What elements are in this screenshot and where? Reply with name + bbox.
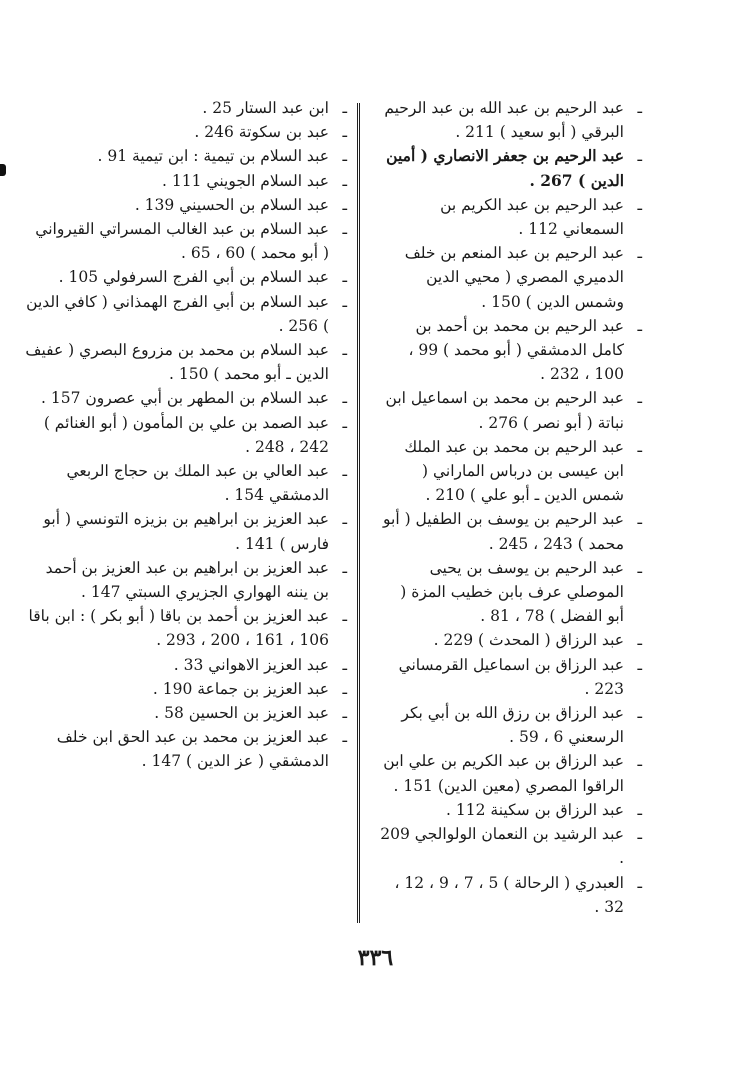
- entry-dash: ـ: [342, 558, 347, 577]
- index-entry: [25, 701, 347, 725]
- entry-text: عبد الرحيم بن عبد الله بن عبد الرحيم البرقي ( أبو سعيد ) 211 .: [384, 99, 624, 142]
- index-entry: [25, 653, 347, 677]
- entry-dash: ـ: [342, 413, 347, 432]
- entry-dash: ـ: [637, 800, 642, 819]
- entry-text: عبد السلام الجويني 111 .: [162, 171, 329, 190]
- index-entry: [380, 653, 642, 701]
- entry-text: عبد الرزاق ( المحدث ) 229 .: [433, 631, 624, 650]
- index-entry: [25, 459, 347, 507]
- entry-dash: ـ: [342, 655, 347, 674]
- entry-text: عبد العالي بن عبد الملك بن حجاج الربعي الدمشقي 154 .: [66, 462, 329, 505]
- entry-dash: ـ: [637, 752, 642, 771]
- entry-dash: ـ: [342, 389, 347, 408]
- entry-text: عبد العزيز بن جماعة 190 .: [152, 679, 329, 698]
- column-divider: [357, 103, 360, 923]
- index-entry: [380, 798, 642, 822]
- entry-dash: ـ: [637, 437, 642, 456]
- entry-text: عبد الرزاق بن رزق الله بن أبي بكر الرسعني 6 ، 59 .: [401, 704, 624, 747]
- entry-dash: ـ: [637, 244, 642, 263]
- entry-dash: ـ: [342, 99, 347, 117]
- index-entry: [25, 411, 347, 459]
- index-entry: [380, 749, 642, 797]
- entry-dash: ـ: [342, 728, 347, 747]
- index-entry: [380, 556, 642, 629]
- entry-dash: ـ: [637, 389, 642, 408]
- entry-text: عبد العزيز بن ابراهيم بن عبد العزيز بن أحمد بن يننه الهواري الجزيري السبتي 147 .: [45, 558, 329, 602]
- index-entry: [25, 386, 347, 410]
- entry-dash: ـ: [342, 292, 347, 311]
- index-entry: [380, 822, 642, 870]
- entry-dash: ـ: [637, 631, 642, 650]
- entry-text: عبد العزيز بن محمد بن عبد الحق ابن خلف الدمشقي ( عز الدين ) 147 .: [56, 728, 329, 771]
- entry-text: عبد الرزاق بن سكينة 112 .: [446, 800, 624, 819]
- entry-dash: ـ: [637, 510, 642, 529]
- index-entry: [25, 290, 347, 338]
- entry-dash: ـ: [342, 123, 347, 142]
- index-entry: [380, 871, 642, 919]
- entry-dash: ـ: [637, 558, 642, 577]
- index-entry: [380, 314, 642, 387]
- entry-text: عبد الصمد بن علي بن المأمون ( أبو الغنائم ) 242 ، 248 .: [43, 413, 329, 456]
- entry-dash: ـ: [342, 462, 347, 481]
- entry-text: عبد الرزاق بن اسماعيل القرمساني 223 .: [398, 655, 624, 698]
- entry-dash: ـ: [637, 99, 642, 117]
- entry-dash: ـ: [342, 220, 347, 239]
- entry-dash: ـ: [342, 510, 347, 529]
- index-entry: [25, 96, 347, 120]
- entry-text: عبد السلام بن أبي الفرج السرفولي 105 .: [58, 268, 329, 287]
- entry-dash: ـ: [637, 873, 642, 892]
- index-entry: [25, 338, 347, 386]
- entry-text: عبد الرحيم بن محمد بن أحمد بن كامل الدمشقي ( أبو محمد ) 99 ، 100 ، 232 .: [408, 316, 624, 384]
- entry-dash: ـ: [637, 704, 642, 723]
- index-entry: [25, 169, 347, 193]
- entry-dash: ـ: [637, 147, 642, 166]
- entry-text: عبد الرحيم بن محمد بن عبد الملك ابن عيسى بن درباس الماراني ( شمس الدين ـ أبو علي ) 210 .: [404, 437, 624, 505]
- entry-text: عبد السلام بن المطهر بن أبي عصرون 157 .: [41, 389, 329, 408]
- entry-text: عبد الرشيد بن النعمان الولوالجي 209 .: [380, 825, 624, 868]
- index-entry: [380, 241, 642, 314]
- entry-dash: ـ: [342, 195, 347, 214]
- entry-text: عبد الرزاق بن عبد الكريم بن علي ابن الراقوا المصري (معين الدين) 151 .: [383, 752, 624, 795]
- entry-text: عبد الرحيم بن عبد الكريم بن السمعاني 112 .: [440, 195, 624, 239]
- entry-dash: ـ: [637, 655, 642, 674]
- index-entry: [380, 386, 642, 434]
- index-entry: [25, 677, 347, 701]
- entry-text: عبد العزيز بن الحسين 58 .: [154, 704, 329, 723]
- index-entry: [380, 144, 642, 192]
- entry-text: عبد السلام بن أبي الفرج الهمذاني ( كافي الدين ) 256 .: [26, 292, 329, 335]
- entry-text: عبد السلام بن تيمية : ابن تيمية 91 .: [97, 147, 329, 166]
- entry-dash: ـ: [637, 195, 642, 214]
- index-entry: [25, 604, 347, 652]
- index-entry: [380, 435, 642, 508]
- index-column-right: [380, 96, 642, 919]
- entry-text: عبد الرحيم بن جعفر الانصاري ( أمين الدين ) 267 .: [386, 146, 624, 190]
- entry-text: عبد الرحيم بن محمد بن اسماعيل ابن نباتة ( أبو نصر ) 276 .: [385, 389, 624, 432]
- entry-text: عبد السلام بن الحسيني 139 .: [134, 195, 329, 214]
- entry-dash: ـ: [342, 607, 347, 626]
- entry-dash: ـ: [342, 268, 347, 287]
- index-entry: [25, 265, 347, 289]
- entry-text: عبد الرحيم بن عبد المنعم بن خلف الدميري المصري ( محيي الدين وشمس الدين ) 150 .: [404, 244, 624, 311]
- entry-text: ابن عبد الستار 25 .: [202, 99, 329, 117]
- index-entry: [380, 193, 642, 241]
- index-entry: [25, 144, 347, 168]
- entry-dash: ـ: [342, 147, 347, 166]
- page-edge-mark: [0, 164, 6, 176]
- entry-text: عبد العزيز الاهواني 33 .: [173, 655, 329, 674]
- entry-text: عبد العزيز بن أحمد بن باقا ( أبو بكر ) : ابن باقا 106 ، 161 ، 200 ، 293 .: [28, 607, 329, 650]
- entry-text: العبدري ( الرحالة ) 5 ، 7 ، 9 ، 12 ، 32 .: [394, 873, 624, 916]
- index-entry: [380, 628, 642, 652]
- entry-text: عبد بن سكوتة 246 .: [194, 123, 329, 142]
- entry-text: عبد الرحيم بن يوسف بن يحيى الموصلي عرف بابن خطيب المزة ( أبو الفضل ) 78 ، 81 .: [400, 558, 624, 626]
- entry-dash: ـ: [342, 679, 347, 698]
- index-entry: [380, 701, 642, 749]
- index-column-left: [25, 96, 347, 774]
- entry-dash: ـ: [342, 171, 347, 190]
- entry-dash: ـ: [637, 316, 642, 335]
- entry-text: عبد السلام بن محمد بن مزروع البصري ( عفيف الدين ـ أبو محمد ) 150 .: [25, 341, 329, 384]
- entry-dash: ـ: [342, 704, 347, 723]
- index-entry: [380, 507, 642, 555]
- entry-text: عبد السلام بن عبد الغالب المسراتي القيرواني ( أبو محمد ) 60 ، 65 .: [35, 220, 329, 263]
- entry-dash: ـ: [342, 341, 347, 360]
- page-number: ٣٣٦: [357, 945, 394, 971]
- entry-text: عبد العزيز بن ابراهيم بن بزيزه التونسي ( أبو فارس ) 141 .: [43, 510, 329, 553]
- index-entry: [25, 556, 347, 604]
- index-entry: [25, 507, 347, 555]
- entry-text: عبد الرحيم بن يوسف بن الطفيل ( أبو محمد ) 243 ، 245 .: [383, 510, 624, 553]
- index-entry: [380, 96, 642, 144]
- index-entry: [25, 725, 347, 773]
- index-entry: [25, 120, 347, 144]
- entry-dash: ـ: [637, 825, 642, 844]
- index-entry: [25, 193, 347, 217]
- index-entry: [25, 217, 347, 265]
